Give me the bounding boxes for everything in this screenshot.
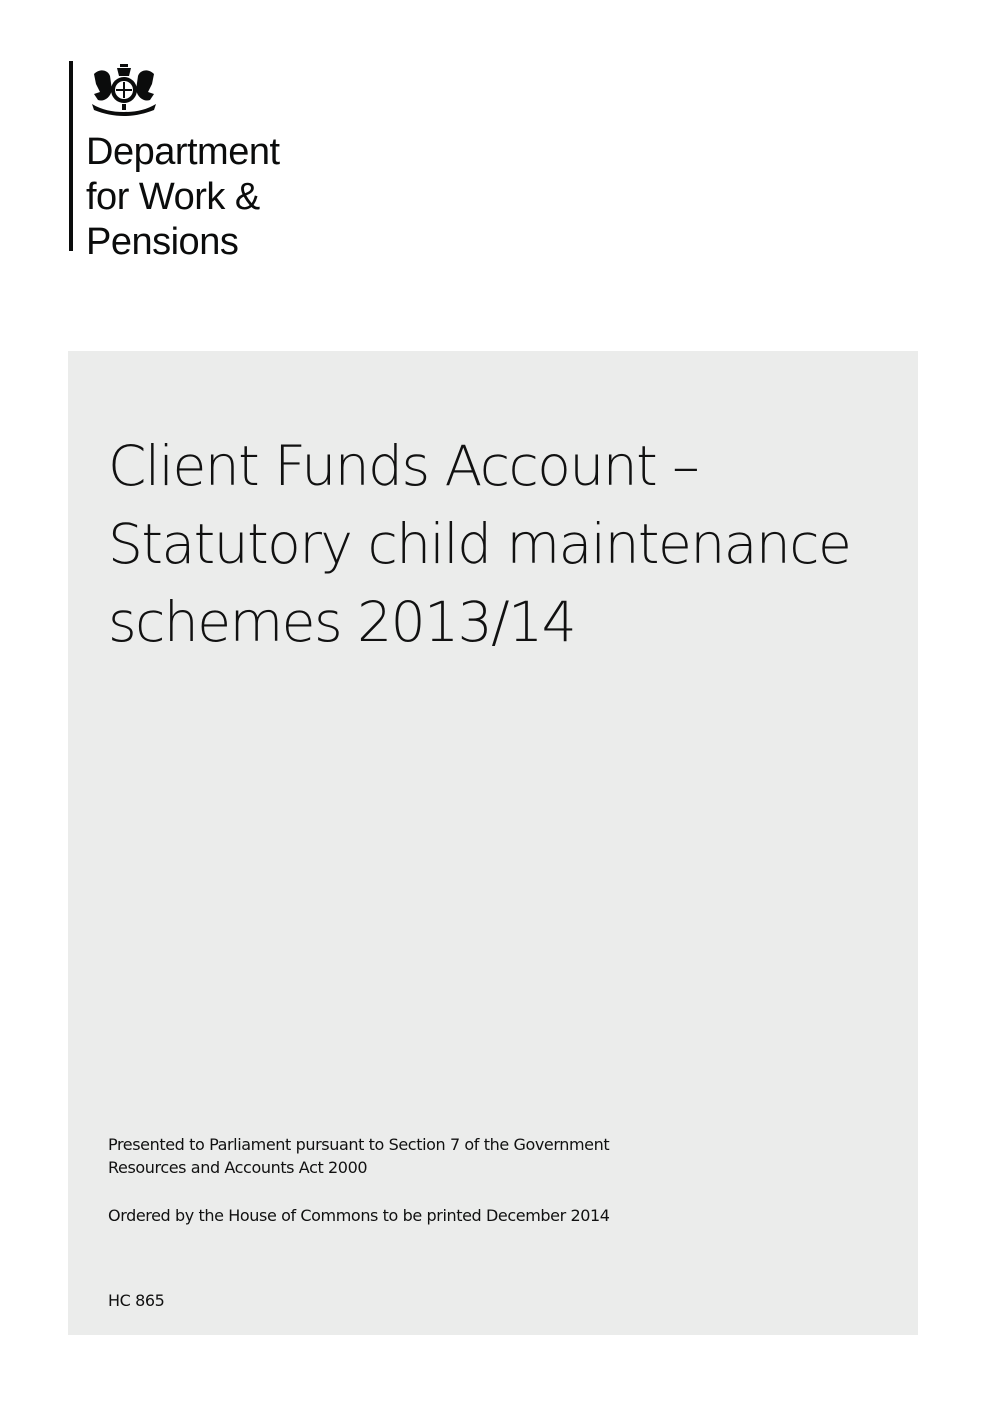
presented-line: Presented to Parliament pursuant to Section 7 of the Government <box>108 1135 610 1154</box>
organisation-name <box>86 130 280 265</box>
organisation-line: Department <box>86 131 280 173</box>
cover-panel <box>68 351 918 1335</box>
presented-statement <box>108 1133 609 1179</box>
paper-number: HC 865 <box>108 1291 165 1310</box>
royal-coat-of-arms-icon <box>86 60 162 116</box>
logo-rule <box>69 61 73 251</box>
title-line: Statutory child maintenance <box>108 512 851 576</box>
organisation-line: Pensions <box>86 221 239 263</box>
organisation-line: for Work & <box>86 176 260 218</box>
presented-line: Resources and Accounts Act 2000 <box>108 1158 368 1177</box>
document-title <box>108 427 850 661</box>
title-line: Client Funds Account – <box>108 434 699 498</box>
title-line: schemes 2013/14 <box>108 590 576 654</box>
ordered-statement: Ordered by the House of Commons to be printed December 2014 <box>108 1206 610 1225</box>
